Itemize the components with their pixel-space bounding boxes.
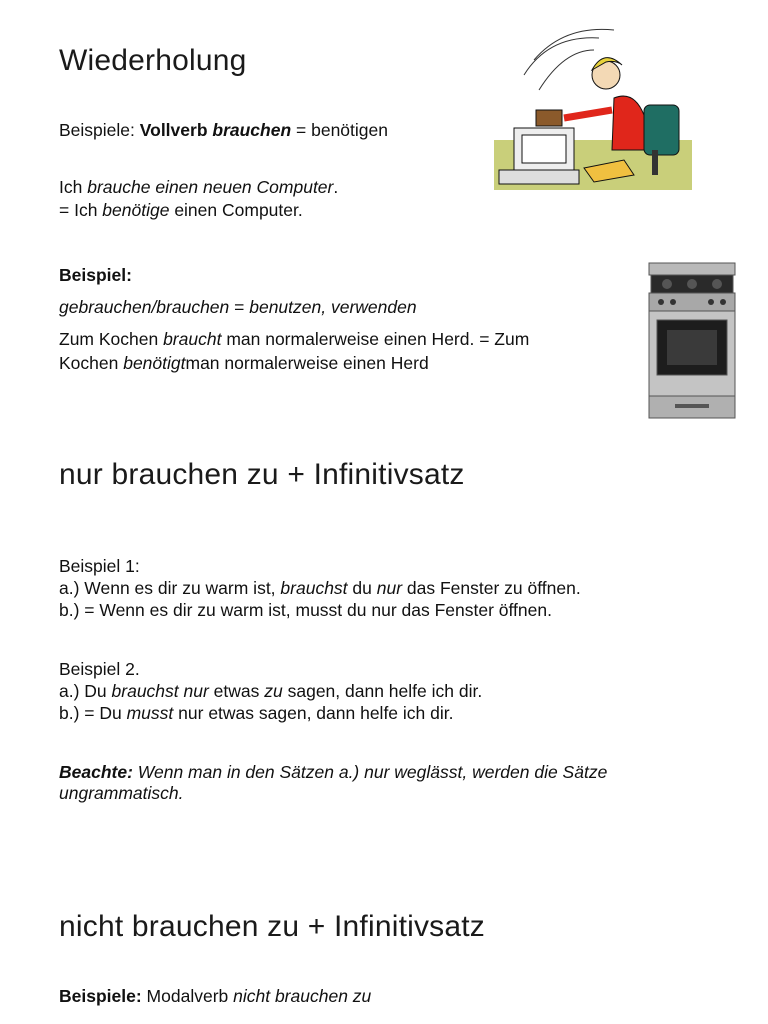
definition-line: gebrauchen/brauchen = benutzen, verwenden <box>59 297 417 317</box>
example-line-vollverb: Beispiele: Vollverb brauchen = benötigen <box>59 120 388 140</box>
heading-nur-brauchen: nur brauchen zu + Infinitivsatz <box>59 458 465 491</box>
beispiel-2-a: a.) Du brauchst nur etwas zu sagen, dann helfe ich dir. <box>59 681 483 701</box>
sentence-brauche: Ich brauche einen neuen Computer. <box>59 177 339 197</box>
beachte-note: Beachte: Wenn man in den Sätzen a.) nur weglässt, werden die Sätze <box>59 762 608 782</box>
beispiel-label: Beispiel: <box>59 265 132 285</box>
heading-nicht-brauchen: nicht brauchen zu + Infinitivsatz <box>59 910 485 943</box>
beispiel-2-label: Beispiel 2. <box>59 659 140 679</box>
kochen-line-1: Zum Kochen braucht man normalerweise einen Herd. = Zum <box>59 329 530 349</box>
sentence-benoetige: = Ich benötige einen Computer. <box>59 200 303 220</box>
example-line-modalverb: Beispiele: Modalverb nicht brauchen zu <box>59 986 372 1006</box>
beachte-note-line-2: ungrammatisch. <box>59 783 184 803</box>
beispiel-1-a: a.) Wenn es dir zu warm ist, brauchst du nur das Fenster zu öffnen. <box>59 578 581 598</box>
kochen-line-2: Kochen benötigtman normalerweise einen Herd <box>59 353 429 373</box>
stove-illustration <box>645 258 740 423</box>
woman-hitting-computer-illustration <box>494 20 692 190</box>
heading-wiederholung: Wiederholung <box>59 44 247 77</box>
beispiel-1-label: Beispiel 1: <box>59 556 140 576</box>
beispiel-1-b: b.) = Wenn es dir zu warm ist, musst du nur das Fenster öffnen. <box>59 600 552 620</box>
beispiel-2-b: b.) = Du musst nur etwas sagen, dann helfe ich dir. <box>59 703 454 723</box>
